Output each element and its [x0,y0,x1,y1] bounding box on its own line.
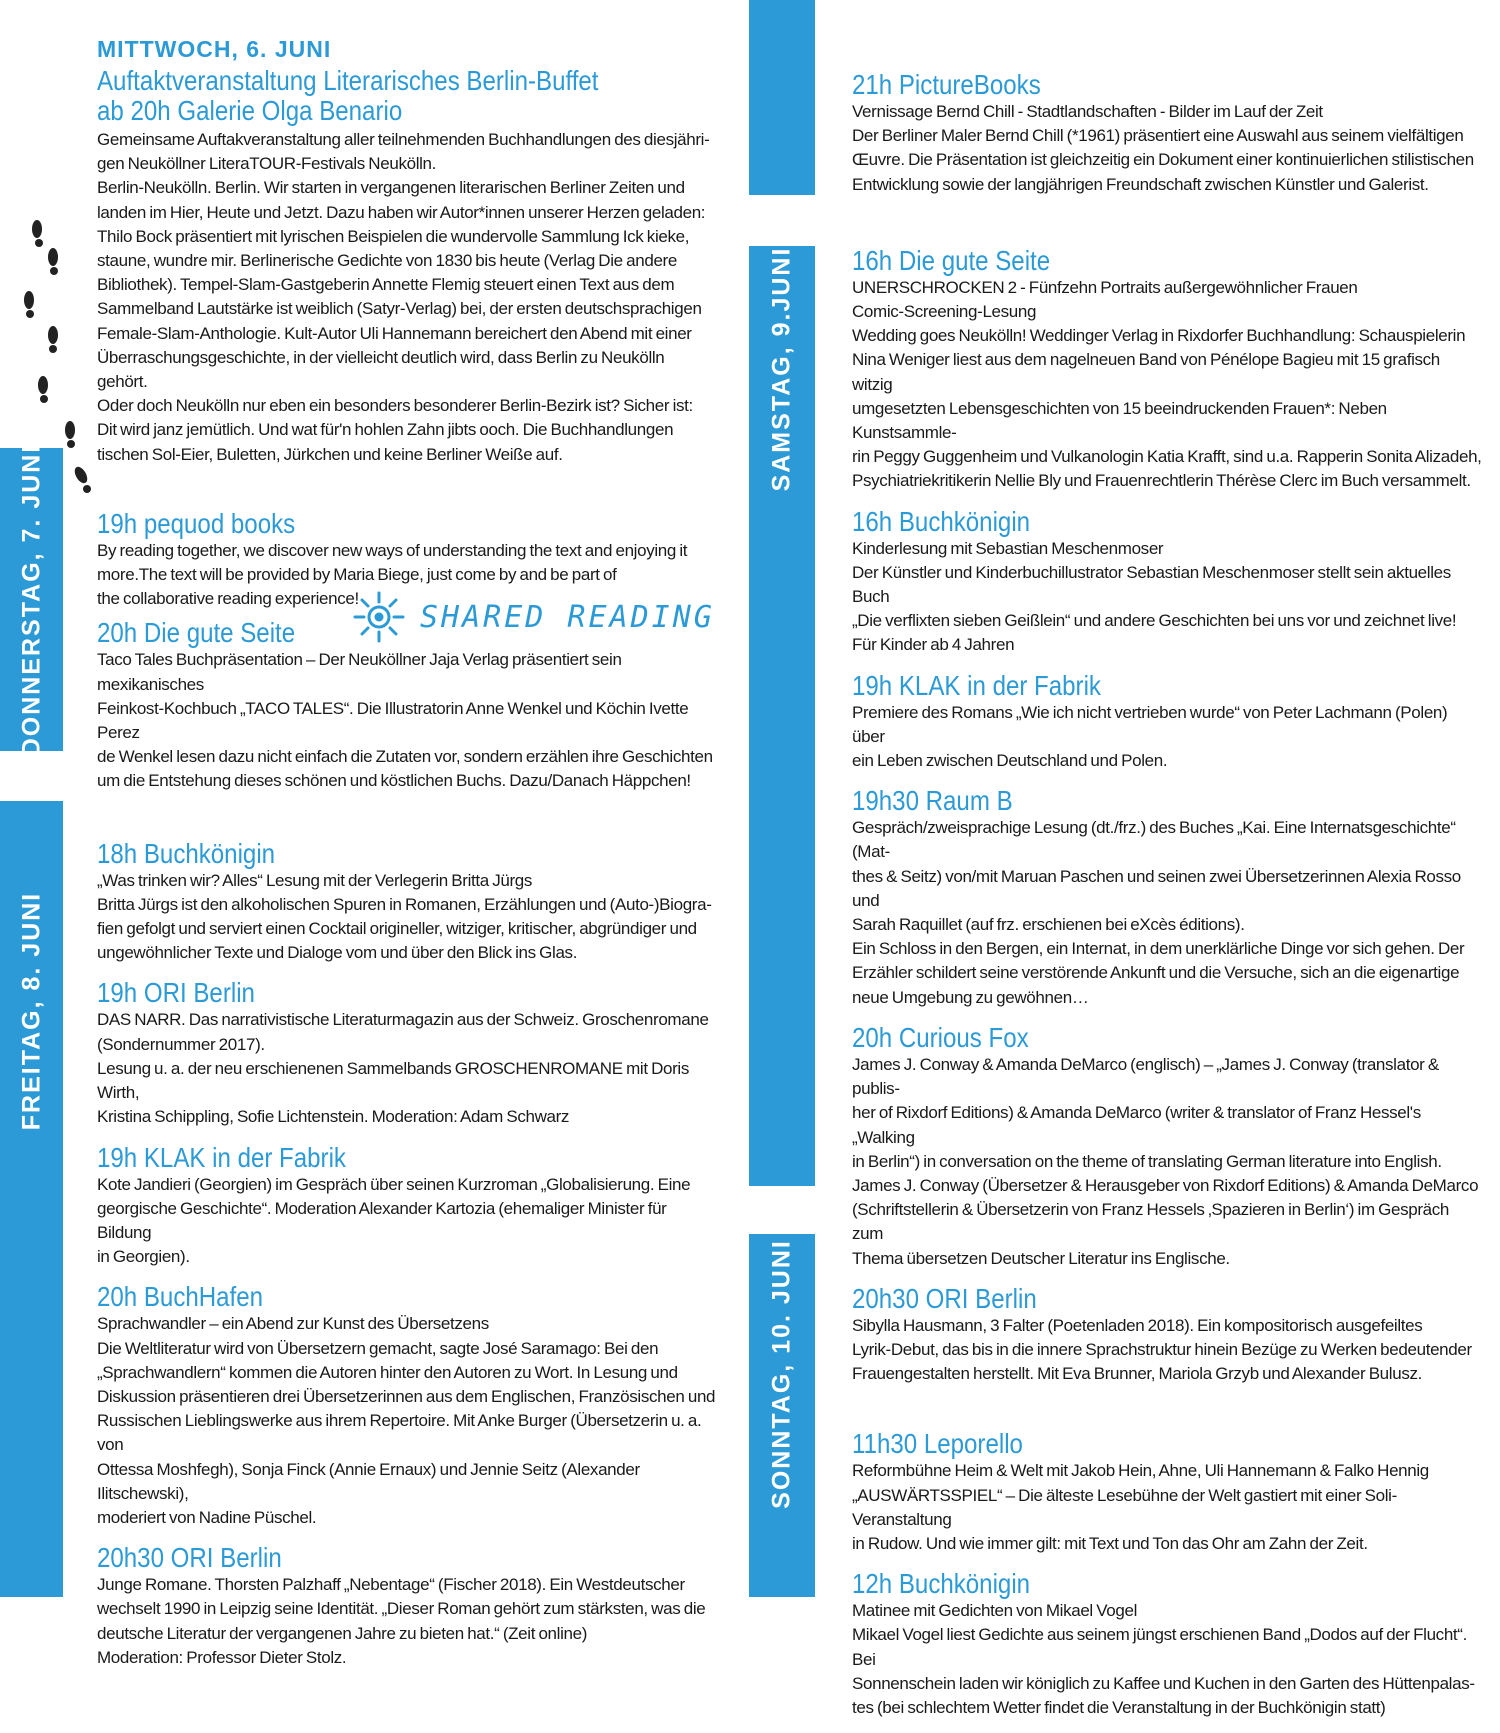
text-line: staune, wundre mir. Berlinerische Gedichte von 1830 bis heute (Verlag Die andere [97,251,677,271]
event-klak-sat [852,671,1482,774]
text-line: Lesung u. a. der neu erschienenen Sammelbands GROSCHENROMANE mit Doris Wirth, [97,1058,689,1103]
text-line: (Schriftstellerin & Übersetzerin von Franz Hessels ‚Spazieren in Berlin‘) im Gespräch zum [852,1200,1450,1244]
text-line: „Sprachwandlern“ kommen die Autoren hinter den Autoren zu Wort. In Lesung und [97,1362,678,1382]
text-line: umgesetzten Lebensgeschichten von 15 beeindruckenden Frauen*: Neben Kunstsammle- [852,398,1387,443]
footprints-icon [15,215,105,515]
event-title: Auftaktveranstaltung Literarisches Berlin-Buffet [97,65,599,96]
text-line: „Was trinken wir? Alles“ Lesung mit der Verlegerin Britta Jürgs [97,870,533,890]
event-raum-b [852,786,1482,1010]
right-column [852,70,1482,1733]
text-line: UNERSCHROCKEN 2 - Fünfzehn Portraits außergewöhnlicher Frauen [852,277,1358,297]
text-line: Bibliothek). Tempel-Slam-Gastgeberin Annette Flemig steuert einen Text aus dem [97,275,675,295]
text-line: Feinkost-Kochbuch „TACO TALES“. Die Illustratorin Anne Wenkel und Köchin Ivette Perez [97,698,689,743]
text-line: Vernissage Bernd Chill - Stadtlandschaften - Bilder im Lauf der Zeit [852,102,1323,121]
text-line: um die Entstehung dieses schönen und köstlichen Buchs. Dazu/Danach Häppchen! [97,771,691,791]
event-leporello [852,1429,1482,1556]
text-line: georgische Geschichte“. Moderation Alexander Kartozia (ehemaliger Minister für Bildung [97,1198,667,1242]
event-title: 19h KLAK in der Fabrik [97,1141,346,1173]
event-picturebooks [852,70,1482,197]
event-gute-seite-thu [97,618,717,793]
text-line: neue Umgebung zu gewöhnen… [852,987,1089,1007]
event-klak-fri [97,1143,717,1270]
text-line: moderiert von Nadine Püschel. [97,1507,317,1527]
event-title: 21h PictureBooks [852,69,1041,100]
event-title: 20h30 ORI Berlin [852,1282,1037,1314]
tab-donnerstag-label: DONNERSTAG, 7. JUNI [17,443,45,756]
text-line: in Georgien). [97,1247,190,1267]
text-line: Dit wird janz jemütlich. Und wat für'n hohlen Zahn jibts ooch. Die Buchhandlungen [97,420,674,440]
text-line: Überraschungsgeschichte, in der vielleicht deutlich wird, dass Berlin zu Neukölln gehört. [97,347,665,392]
text-line: (Sondernummer 2017). [97,1034,265,1054]
text-line: her of Rixdorf Editions) & Amanda DeMarco (writer & translator of Franz Hessel's „Walking [852,1103,1421,1147]
text-line: Diskussion präsentieren drei Übersetzerinnen aus dem Englischen, Französischen und [97,1386,716,1406]
tab-freitag [0,801,63,1597]
event-title: 16h Die gute Seite [852,244,1051,276]
text-line: tes (bei schlechtem Wetter findet die Veranstaltung in der Buchkönigin statt) [852,1697,1386,1717]
left-column [97,36,717,1683]
text-line: Psychiatriekritikerin Nellie Bly und Frauenrechtlerin Thérèse Clerc im Buch versammelt. [852,471,1471,491]
text-line: Matinee mit Gedichten von Mikael Vogel [852,1601,1138,1621]
text-line: By reading together, we discover new ways of understanding the text and enjoying it [97,540,688,560]
text-line: Moderation: Professor Dieter Stolz. [97,1647,347,1667]
text-line: Junge Romane. Thorsten Palzhaff „Nebentage“ (Fischer 2018). Ein Westdeutscher [97,1575,685,1595]
text-line: Sammelband Lautstärke ist weiblich (Satyr-Verlag) bei, der ersten deutschsprachigen [97,299,702,319]
text-line: Lyrik-Debut, das bis in die innere Sprachstruktur hinein Bezüge zu Werken bedeutender [852,1339,1472,1359]
text-line: Entwicklung sowie der langjährigen Freundschaft zwischen Künstler und Galerist. [852,174,1429,194]
text-line: Kinderlesung mit Sebastian Meschenmoser [852,538,1164,558]
event-ori-sat [852,1284,1482,1387]
text-line: in Berlin“) in conversation on the theme of translating German literature into English. [852,1151,1442,1171]
text-line: Sonnenschein laden wir königlich zu Kaffee und Kuchen in den Garten des Hüttenpalas- [852,1673,1475,1693]
tab-samstag-label: SAMSTAG, 9.JUNI [767,246,796,492]
event-buchhafen [97,1282,717,1530]
event-buchkoenigin-sun [852,1569,1482,1720]
event-buchkoenigin-sat [852,507,1482,658]
text-line: in Rudow. Und wie immer gilt: mit Text und Ton das Ohr am Zahn der Zeit. [852,1533,1368,1553]
event-buchkoenigin-fri [97,839,717,966]
text-line: rin Peggy Guggenheim und Vulkanologin Katia Krafft, sind u.a. Rapperin Sonita Alizadeh, [852,447,1482,467]
text-line: Nina Weniger liest aus dem nagelneuen Band von Pénélope Bagieu mit 15 grafisch witzig [852,350,1440,394]
text-line: Gespräch/zweisprachige Lesung (dt./frz.) des Buches „Kai. Eine Internatsgeschichte“ (Mat- [852,818,1456,862]
text-line: Sarah Raquillet (auf frz. erschienen bei eXcès éditions). [852,915,1245,935]
event-title: 19h pequod books [97,507,296,539]
event-title: 20h BuchHafen [97,1281,264,1313]
text-line: „AUSWÄRTSSPIEL“ – Die älteste Lesebühne der Welt gastiert mit einer Soli-Veranstaltung [852,1485,1397,1529]
text-line: „Die verflixten sieben Geißlein“ und andere Geschichten bei uns vor und zeichnet live! [852,611,1457,631]
text-line: ein Leben zwischen Deutschland und Polen. [852,751,1168,771]
event-title: 20h Curious Fox [852,1021,1029,1053]
tab-freitag-label: FREITAG, 8. JUNI [17,891,45,1131]
text-line: Gemeinsame Auftakveranstaltung aller teilnehmenden Buchhandlungen des diesjähri- [97,130,710,149]
text-line: Der Künstler und Kinderbuchillustrator Sebastian Meschenmoser stellt sein aktuelles Buch [852,562,1451,607]
event-ori-fri [97,978,717,1129]
text-line: Die Weltliteratur wird von Übersetzern gemacht, sagte José Saramago: Bei den [97,1338,659,1358]
text-line: de Wenkel lesen dazu nicht einfach die Zutaten vor, sondern erzählen ihre Geschichten [97,747,713,767]
text-line: the collaborative reading experience! [97,589,359,609]
event-title: 12h Buchkönigin [852,1568,1031,1600]
event-title: 18h Buchkönigin [97,837,276,869]
event-title: 19h ORI Berlin [97,977,255,1009]
text-line: wechselt 1990 in Leipzig seine Identität. „Dieser Roman gehört zum stärksten, was die [97,1599,706,1619]
event-title: 19h30 Raum B [852,785,1013,817]
event-title: 20h Die gute Seite [97,617,296,649]
event-title: 16h Buchkönigin [852,505,1031,537]
text-line: ungewöhnlicher Texte und Dialoge vom und über den Blick ins Glas. [97,943,578,963]
text-line: James J. Conway (Übersetzer & Herausgeber von Rixdorf Editions) & Amanda DeMarco [852,1175,1479,1195]
text-line: Frauengestalten herstellt. Mit Eva Brunner, Mariola Grzyb und Alexander Bulusz. [852,1364,1422,1384]
event-title: 11h30 Leporello [852,1428,1023,1460]
text-line: Britta Jürgs ist den alkoholischen Spuren in Romanen, Erzählungen und (Auto-)Biogra- [97,894,712,914]
tab-samstag [749,246,815,1186]
text-line: DAS NARR. Das narrativistische Literaturmagazin aus der Schweiz. Groschenromane [97,1010,709,1030]
event-title: 20h30 ORI Berlin [97,1542,282,1574]
text-line: Taco Tales Buchpräsentation – Der Neuköllner Jaja Verlag präsentiert sein mexikanisches [97,650,622,694]
event-curious-fox [852,1023,1482,1271]
text-line: Russischen Lieblingswerke aus ihrem Repertoire. Mit Anke Burger (Übersetzerin u. a. von [97,1411,702,1455]
event-gute-seite-sat [852,246,1482,494]
text-line: fien gefolgt und serviert einen Cocktail origineller, witziger, kritischer, abgründiger und [97,919,697,939]
text-line: Reformbühne Heim & Welt mit Jakob Hein, Ahne, Uli Hannemann & Falko Hennig [852,1461,1429,1481]
shared-reading-text: SHARED READING [420,599,715,635]
text-line: Sprachwandler – ein Abend zur Kunst des Übersetzens [97,1314,489,1334]
text-line: Der Berliner Maler Bernd Chill (*1961) präsentiert eine Auswahl aus seinem vielfältigen [852,126,1464,146]
text-line: Ottessa Moshfegh), Sonja Finck (Annie Ernaux) und Jennie Seitz (Alexander Ilitschewski), [97,1459,640,1503]
text-line: Berlin-Neukölln. Berlin. Wir starten in vergangenen literarischen Berliner Zeiten und [97,178,685,198]
text-line: Comic-Screening-Lesung [852,302,1037,322]
event-body [97,128,717,467]
day-heading-mittwoch: MITTWOCH, 6. JUNI [97,36,332,62]
text-line: Mikael Vogel liest Gedichte aus seinem jüngst erschienen Band „Dodos auf der Flucht“. Bei [852,1625,1467,1669]
text-line: deutsche Literatur der vergangenen Jahre zu bieten hat.“ (Zeit online) [97,1623,588,1643]
text-line: James J. Conway & Amanda DeMarco (englisch) – „James J. Conway (translator & publis- [852,1054,1439,1099]
tab-sonntag [749,1234,815,1597]
text-line: gen Neuköllner LiteraTOUR-Festivals Neukölln. [97,154,437,174]
event-title: ab 20h Galerie Olga Benario [97,95,403,126]
event-ori-fri-2030 [97,1543,717,1670]
text-line: Premiere des Romans „Wie ich nicht vertrieben wurde“ von Peter Lachmann (Polen) über [852,702,1448,746]
text-line: Sibylla Hausmann, 3 Falter (Poetenladen 2018). Ein kompositorisch ausgefeiltes [852,1315,1423,1335]
text-line: Erzähler schildert seine verstörende Ankunft und die Versuche, sich an die eigenartige [852,963,1460,983]
text-line: Thema übersetzen Deutscher Literatur ins Englische. [852,1248,1230,1268]
text-line: thes & Seitz) von/mit Maruan Paschen und seinen zwei Übersetzerinnen Alexia Rosso und [852,866,1461,910]
text-line: Kristina Schippling, Sofie Lichtenstein. Moderation: Adam Schwarz [97,1107,570,1127]
tab-sonntag-label: SONNTAG, 10. JUNI [767,1239,796,1509]
text-line: Female-Slam-Anthologie. Kult-Autor Uli Hannemann bereichert den Abend mit einer [97,323,692,343]
shared-reading-logo [352,590,715,644]
text-line: Wedding goes Neukölln! Weddinger Verlag in Rixdorfer Buchhandlung: Schauspielerin [852,326,1466,346]
text-line: tischen Sol-Eier, Buletten, Jürkchen und keine Berliner Weiße auf. [97,444,563,464]
text-line: Kote Jandieri (Georgien) im Gespräch über seinen Kurzroman „Globalisierung. Eine [97,1174,691,1194]
event-title: 19h KLAK in der Fabrik [852,669,1101,701]
text-line: Œuvre. Die Präsentation ist gleichzeitig ein Dokument einer kontinuierlichen stilistischen [852,150,1474,170]
sun-eye-icon [352,590,406,644]
text-line: Thilo Bock präsentiert mit lyrischen Beispielen die wundervolle Sammlung Ick kieke, [97,226,690,246]
text-line: Oder doch Neukölln nur eben ein besonders besonderer Berlin-Bezirk ist? Sicher ist: [97,396,693,416]
text-line: Für Kinder ab 4 Jahren [852,635,1015,655]
text-line: Ein Schloss in den Bergen, ein Internat, in dem unerklärliche Dinge vor sich gehen. Der [852,939,1465,959]
tab-freitag-right [749,0,815,195]
text-line: landen im Hier, Heute und Jetzt. Dazu haben wir Autor*innen unserer Herzen geladen: [97,202,706,222]
text-line: more.The text will be provided by Maria Biege, just come by and be part of [97,565,617,585]
